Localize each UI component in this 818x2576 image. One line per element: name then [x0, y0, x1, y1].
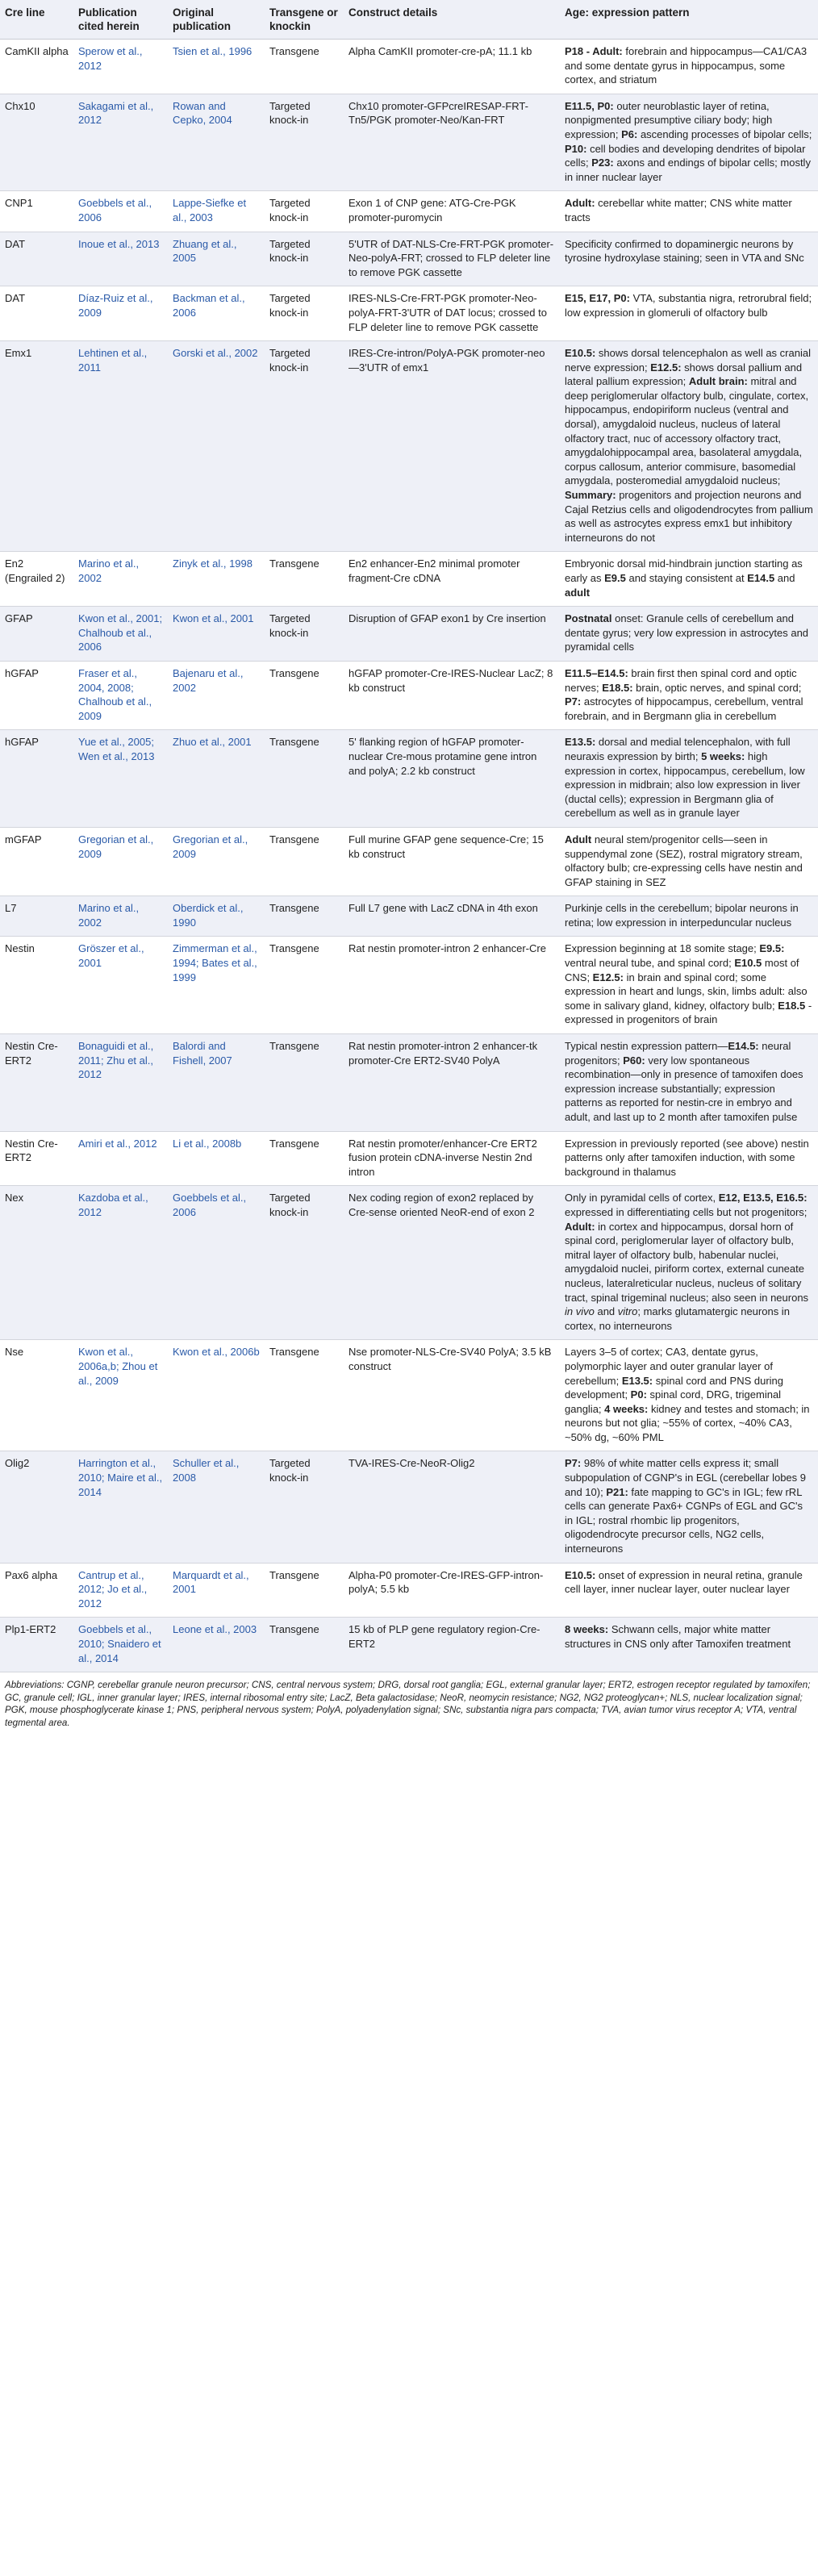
- pattern-text: high expression in cortex, hippocampus, cerebellum, low expression in midbrain; also low expression in liver (ductal cells); expression in Bergmann glia of cerebellum as well as in granule layer: [565, 749, 805, 820]
- cell-construct-details: Nse promoter-NLS-Cre-SV40 PolyA; 3.5 kB construct: [344, 1340, 560, 1451]
- cell-transgene-or-knockin: Targeted knock-in: [265, 94, 344, 191]
- cell-cre-line: GFAP: [0, 607, 73, 662]
- cell-cre-line: En2 (Engrailed 2): [0, 552, 73, 607]
- cell-original-publication: Kwon et al., 2001: [168, 607, 265, 662]
- cell-original-publication: Gorski et al., 2002: [168, 341, 265, 552]
- cell-original-publication: Zhuang et al., 2005: [168, 232, 265, 286]
- pattern-text: outer neuroblastic layer of retina, nonpigmented presumptive ciliary body; high expression;: [565, 99, 773, 140]
- pattern-text: onset of expression in neural retina, granule cell layer, inner nuclear layer, outer nuclear layer: [565, 1568, 803, 1596]
- cell-construct-details: Alpha-P0 promoter-Cre-IRES-GFP-intron-polyA; 5.5 kb: [344, 1563, 560, 1618]
- cell-publication-cited: Goebbels et al., 2006: [73, 191, 168, 232]
- cell-cre-line: Nestin Cre-ERT2: [0, 1131, 73, 1186]
- pattern-text: mitral and deep periglomerular olfactory bulb, cingulate, cortex, hippocampus, endopiriform nucleus (ventral and dorsal), amygdaloid nucleus, nucleus of lateral olfactory tract, nuc of accessory olfactory tract, amygdalohippocampal area, basolateral amygdala, corpus callosum, anterior commisure, basomedial amygdala, posteromedial amygdaloid nucleus;: [565, 375, 809, 487]
- table-row: [0, 1034, 818, 1132]
- pattern-text: most of CNS;: [565, 957, 799, 983]
- table-row: [0, 552, 818, 607]
- header-transgene-or-knockin: Transgene or knockin: [265, 0, 344, 40]
- stage-label: 5 weeks:: [701, 749, 745, 762]
- stage-label: 4 weeks:: [604, 1402, 649, 1415]
- cell-publication-cited: Kazdoba et al., 2012: [73, 1186, 168, 1340]
- cell-cre-line: CamKII alpha: [0, 40, 73, 94]
- cell-publication-cited: Cantrup et al., 2012; Jo et al., 2012: [73, 1563, 168, 1618]
- cell-cre-line: CNP1: [0, 191, 73, 232]
- cell-construct-details: Full L7 gene with LacZ cDNA in 4th exon: [344, 896, 560, 937]
- table-row: [0, 40, 818, 94]
- cell-publication-cited: Gregorian et al., 2009: [73, 827, 168, 896]
- stage-label: P7:: [565, 1457, 582, 1470]
- cell-original-publication: Balordi and Fishell, 2007: [168, 1034, 265, 1132]
- cell-expression-pattern: [560, 1034, 818, 1132]
- cell-original-publication: Gregorian et al., 2009: [168, 827, 265, 896]
- cell-original-publication: Zhuo et al., 2001: [168, 730, 265, 828]
- table-body: [0, 40, 818, 1672]
- cell-publication-cited: Díaz-Ruiz et al., 2009: [73, 286, 168, 341]
- stage-label: E12, E13.5, E16.5:: [718, 1192, 808, 1204]
- cell-publication-cited: Lehtinen et al., 2011: [73, 341, 168, 552]
- pattern-text: cell bodies and developing dendrites of bipolar cells;: [565, 142, 806, 169]
- cell-expression-pattern: [560, 94, 818, 191]
- italic-term: vitro: [617, 1305, 638, 1318]
- pattern-text: Specificity confirmed to dopaminergic neurons by tyrosine hydroxylase staining; seen in VTA and SNc: [565, 237, 804, 265]
- cell-construct-details: Rat nestin promoter/enhancer-Cre ERT2 fusion protein cDNA-inverse Nestin 2nd intron: [344, 1131, 560, 1186]
- pattern-text: spinal cord and PNS during development;: [565, 1374, 783, 1401]
- stage-label: E11.5–E14.5:: [565, 666, 628, 679]
- cell-transgene-or-knockin: Transgene: [265, 1034, 344, 1132]
- cell-publication-cited: Marino et al., 2002: [73, 896, 168, 937]
- cell-transgene-or-knockin: Transgene: [265, 1563, 344, 1618]
- cell-expression-pattern: [560, 1340, 818, 1451]
- pattern-text: Expression beginning at 18 somite stage;: [565, 942, 760, 955]
- stage-label: E14.5:: [728, 1040, 759, 1053]
- stage-label: 8 weeks:: [565, 1623, 609, 1636]
- stage-label: P0:: [630, 1388, 647, 1401]
- stage-label: P23:: [591, 157, 614, 169]
- cell-publication-cited: Inoue et al., 2013: [73, 232, 168, 286]
- pattern-text: Typical nestin expression pattern—: [565, 1040, 728, 1053]
- cell-expression-pattern: [560, 286, 818, 341]
- pattern-text: ventral neural tube, and spinal cord;: [565, 957, 735, 970]
- stage-label: E13.5:: [621, 1374, 653, 1387]
- table-row: [0, 730, 818, 828]
- cell-expression-pattern: [560, 730, 818, 828]
- pattern-text: in brain and spinal cord; some expression in heart and lungs, skin, limbs adult: also some in salivary gland, kidney, olfactory bulb;: [565, 971, 808, 1012]
- stage-label: E10.5:: [565, 347, 596, 360]
- stage-label: P21:: [606, 1485, 628, 1498]
- pattern-text: Purkinje cells in the cerebellum; bipolar neurons in retina; low expression in interpeduncular nucleus: [565, 902, 799, 929]
- stage-label: Summary:: [565, 489, 616, 502]
- cell-cre-line: Nestin: [0, 937, 73, 1034]
- pattern-text: neural stem/progenitor cells—seen in suppendymal zone (SEZ), rostral migratory stream, olfactory bulb; cre-expressing cells have nestin and GFAP staining in SEZ: [565, 833, 803, 888]
- stage-label: Adult:: [565, 197, 595, 210]
- pattern-text: forebrain and hippocampus—CA1/CA3 and some dentate gyrus in hippocampus, some cortex, and striatum: [565, 45, 808, 86]
- cell-publication-cited: Sakagami et al., 2012: [73, 94, 168, 191]
- cell-expression-pattern: [560, 607, 818, 662]
- stage-label: P60:: [623, 1054, 645, 1067]
- cell-original-publication: Kwon et al., 2006b: [168, 1340, 265, 1451]
- pattern-text: spinal cord, DRG, trigeminal ganglia;: [565, 1388, 782, 1415]
- pattern-text: onset: Granule cells of cerebellum and dentate gyrus; very low expression in astrocytes and pyramidal cells: [565, 612, 809, 653]
- stage-label: P7:: [565, 695, 582, 708]
- cell-construct-details: 15 kb of PLP gene regulatory region-Cre-ERT2: [344, 1618, 560, 1672]
- stage-label: E15, E17, P0:: [565, 292, 630, 305]
- table-row: [0, 937, 818, 1034]
- pattern-text: shows dorsal telencephalon as well as cranial nerve expression;: [565, 347, 811, 374]
- abbreviations-row: [0, 1672, 818, 1738]
- table-row: [0, 341, 818, 552]
- header-publication-cited: Publication cited herein: [73, 0, 168, 40]
- pattern-text: 98% of white matter cells express it; small subpopulation of CGNP's in EGL (cerebellar lobes 9 and 10);: [565, 1457, 806, 1498]
- cell-cre-line: Nestin Cre-ERT2: [0, 1034, 73, 1132]
- stage-label: E12.5:: [592, 971, 624, 983]
- cell-original-publication: Marquardt et al., 2001: [168, 1563, 265, 1618]
- stage-label: Adult brain:: [688, 375, 748, 388]
- stage-label: Adult:: [565, 1220, 595, 1233]
- cell-transgene-or-knockin: Transgene: [265, 1340, 344, 1451]
- header-original-publication: Original publication: [168, 0, 265, 40]
- cell-transgene-or-knockin: Targeted knock-in: [265, 1451, 344, 1563]
- pattern-text: ; marks glutamatergic neurons in cortex, no interneurons: [565, 1305, 790, 1332]
- cell-cre-line: mGFAP: [0, 827, 73, 896]
- cell-original-publication: Zinyk et al., 1998: [168, 552, 265, 607]
- header-expression-pattern: Age: expression pattern: [560, 0, 818, 40]
- pattern-text: Expression in previously reported (see above) nestin patterns only after tamoxifen induction, with some background in thalamus: [565, 1137, 809, 1178]
- stage-label: Adult: [565, 833, 592, 845]
- pattern-text: neural progenitors;: [565, 1040, 791, 1067]
- cell-transgene-or-knockin: Transgene: [265, 730, 344, 828]
- pattern-text: fate mapping to GC's in IGL; few rRL cells can generate Pax6+ CGNPs of EGL and GC's in IGL; rostral rhombic lip progenitors, oligodendrocyte precursor cells, NG2 cells, interneurons: [565, 1485, 803, 1555]
- cell-original-publication: Leone et al., 2003: [168, 1618, 265, 1672]
- stage-label: E11.5, P0:: [565, 99, 614, 112]
- cell-expression-pattern: [560, 552, 818, 607]
- cell-publication-cited: Marino et al., 2002: [73, 552, 168, 607]
- stage-label: E14.5: [747, 572, 775, 584]
- cell-transgene-or-knockin: Targeted knock-in: [265, 191, 344, 232]
- cell-publication-cited: Harrington et al., 2010; Maire et al., 2014: [73, 1451, 168, 1563]
- cell-original-publication: Lappe-Siefke et al., 2003: [168, 191, 265, 232]
- cell-original-publication: Tsien et al., 1996: [168, 40, 265, 94]
- pattern-text: shows dorsal pallium and lateral pallium expression;: [565, 361, 803, 388]
- cell-publication-cited: Sperow et al., 2012: [73, 40, 168, 94]
- cell-cre-line: Emx1: [0, 341, 73, 552]
- cell-cre-line: Olig2: [0, 1451, 73, 1563]
- cell-original-publication: Li et al., 2008b: [168, 1131, 265, 1186]
- cell-construct-details: Alpha CamKII promoter-cre-pA; 11.1 kb: [344, 40, 560, 94]
- cell-publication-cited: Gröszer et al., 2001: [73, 937, 168, 1034]
- cell-transgene-or-knockin: Targeted knock-in: [265, 607, 344, 662]
- cell-cre-line: hGFAP: [0, 661, 73, 729]
- cell-publication-cited: Yue et al., 2005; Wen et al., 2013: [73, 730, 168, 828]
- cell-publication-cited: Kwon et al., 2001; Chalhoub et al., 2006: [73, 607, 168, 662]
- table-row: [0, 1340, 818, 1451]
- pattern-text: Only in pyramidal cells of cortex,: [565, 1192, 719, 1204]
- cell-cre-line: Chx10: [0, 94, 73, 191]
- pattern-text: in cortex and hippocampus, dorsal horn of spinal cord, periglomerular layer of olfactory bulb, mitral layer of olfactory bulb, habenular nuclei, amygdaloid nuclei, piriform cortex, external cuneate nucleus, lateralreticular nucleus, nucleus of solitary tract, spinal trigeminal nucleus; also seen in neurons: [565, 1220, 809, 1304]
- cell-construct-details: 5'UTR of DAT-NLS-Cre-FRT-PGK promoter-Neo-polyA-FRT; crossed to FLP deleter line to remove PGK cassette: [344, 232, 560, 286]
- cell-construct-details: Exon 1 of CNP gene: ATG-Cre-PGK promoter-puromycin: [344, 191, 560, 232]
- cell-transgene-or-knockin: Transgene: [265, 40, 344, 94]
- pattern-text: Schwann cells, major white matter structures in CNS only after Tamoxifen treatment: [565, 1623, 791, 1650]
- header-cre-line: Cre line: [0, 0, 73, 40]
- cell-transgene-or-knockin: Targeted knock-in: [265, 1186, 344, 1340]
- cell-construct-details: hGFAP promoter-Cre-IRES-Nuclear LacZ; 8 kb construct: [344, 661, 560, 729]
- pattern-text: axons and endings of bipolar cells; mostly in inner nuclear layer: [565, 157, 811, 183]
- table-row: [0, 94, 818, 191]
- pattern-text: brain first then spinal cord and optic nerves;: [565, 666, 797, 694]
- cell-construct-details: Disruption of GFAP exon1 by Cre insertion: [344, 607, 560, 662]
- cell-publication-cited: Amiri et al., 2012: [73, 1131, 168, 1186]
- cell-expression-pattern: [560, 827, 818, 896]
- cell-construct-details: 5' flanking region of hGFAP promoter-nuclear Cre-mous protamine gene intron and polyA; 2.2 kb construct: [344, 730, 560, 828]
- cell-cre-line: L7: [0, 896, 73, 937]
- pattern-text: VTA, substantia nigra, retrorubral field; low expression in glomeruli of olfactory bulb: [565, 292, 812, 319]
- table-row: [0, 286, 818, 341]
- cell-expression-pattern: [560, 1186, 818, 1340]
- table-row: [0, 191, 818, 232]
- cell-transgene-or-knockin: Targeted knock-in: [265, 286, 344, 341]
- table-row: [0, 827, 818, 896]
- pattern-text: progenitors and projection neurons and Cajal Retzius cells and oligodendrocytes from pallium as well as astrocytes express emx1 but inhibitory interneurons do not: [565, 489, 813, 544]
- table-row: [0, 896, 818, 937]
- cell-construct-details: Full murine GFAP gene sequence-Cre; 15 kb construct: [344, 827, 560, 896]
- cell-original-publication: Rowan and Cepko, 2004: [168, 94, 265, 191]
- cell-original-publication: Goebbels et al., 2006: [168, 1186, 265, 1340]
- stage-label: E12.5:: [650, 361, 682, 374]
- table-row: [0, 1618, 818, 1672]
- table-row: [0, 607, 818, 662]
- cell-transgene-or-knockin: Transgene: [265, 661, 344, 729]
- table-row: [0, 1451, 818, 1563]
- pattern-text: very low spontaneous recombination—only in presence of tamoxifen does expression increase substantially; expression patterns as reported for nestin-cre in embryo and adult, and last up to 2 month after tamoxifen pulse: [565, 1054, 803, 1123]
- cell-expression-pattern: [560, 1618, 818, 1672]
- cell-transgene-or-knockin: Targeted knock-in: [265, 341, 344, 552]
- cell-transgene-or-knockin: Transgene: [265, 937, 344, 1034]
- cell-publication-cited: Fraser et al., 2004, 2008; Chalhoub et al., 2009: [73, 661, 168, 729]
- pattern-text: and staying consistent at: [625, 572, 748, 584]
- cell-transgene-or-knockin: Transgene: [265, 827, 344, 896]
- stage-label: adult: [565, 586, 591, 599]
- stage-label: E18.5: [778, 999, 806, 1012]
- stage-label: E10.5: [734, 957, 762, 970]
- table-row: [0, 1131, 818, 1186]
- pattern-text: dorsal and medial telencephalon, with full neuraxis expression by birth;: [565, 736, 791, 762]
- cell-expression-pattern: [560, 40, 818, 94]
- pattern-text: ascending processes of bipolar cells;: [637, 127, 812, 140]
- pattern-text: and: [594, 1305, 618, 1318]
- cell-cre-line: Nex: [0, 1186, 73, 1340]
- cell-construct-details: IRES-Cre-intron/PolyA-PGK promoter-neo—3'UTR of emx1: [344, 341, 560, 552]
- cell-cre-line: Pax6 alpha: [0, 1563, 73, 1618]
- cell-publication-cited: Goebbels et al., 2010; Snaidero et al., 2014: [73, 1618, 168, 1672]
- cell-transgene-or-knockin: Transgene: [265, 896, 344, 937]
- cell-construct-details: Chx10 promoter-GFPcreIRESAP-FRT-Tn5/PGK promoter-Neo/Kan-FRT: [344, 94, 560, 191]
- cell-cre-line: hGFAP: [0, 730, 73, 828]
- cell-construct-details: IRES-NLS-Cre-FRT-PGK promoter-Neo-polyA-FRT-3'UTR of DAT locus; crossed to FLP deleter line to remove PGK cassette: [344, 286, 560, 341]
- pattern-text: brain, optic nerves, and spinal cord;: [632, 681, 802, 694]
- pattern-text: - expressed in progenitors of brain: [565, 999, 812, 1026]
- cell-expression-pattern: [560, 896, 818, 937]
- pattern-text: astrocytes of hippocampus, cerebellum, ventral forebrain, and in Bergmann glia in cerebellum: [565, 695, 803, 722]
- stage-label: E9.5: [604, 572, 626, 584]
- cell-transgene-or-knockin: Targeted knock-in: [265, 232, 344, 286]
- stage-label: P6:: [621, 127, 638, 140]
- cell-expression-pattern: [560, 341, 818, 552]
- cell-construct-details: En2 enhancer-En2 minimal promoter fragment-Cre cDNA: [344, 552, 560, 607]
- italic-term: in vivo: [565, 1305, 595, 1318]
- cell-publication-cited: Kwon et al., 2006a,b; Zhou et al., 2009: [73, 1340, 168, 1451]
- cell-cre-line: DAT: [0, 286, 73, 341]
- stage-label: P10:: [565, 142, 587, 155]
- table-header-row: [0, 0, 818, 40]
- cell-construct-details: Rat nestin promoter-intron 2 enhancer-Cre: [344, 937, 560, 1034]
- cell-expression-pattern: [560, 191, 818, 232]
- cell-publication-cited: Bonaguidi et al., 2011; Zhu et al., 2012: [73, 1034, 168, 1132]
- header-construct-details: Construct details: [344, 0, 560, 40]
- cell-original-publication: Backman et al., 2006: [168, 286, 265, 341]
- pattern-text: expressed in differentiating cells but not progenitors;: [565, 1205, 808, 1218]
- table-row: [0, 1186, 818, 1340]
- stage-label: P18 - Adult:: [565, 45, 623, 57]
- cell-cre-line: DAT: [0, 232, 73, 286]
- pattern-text: and: [774, 572, 795, 584]
- cell-expression-pattern: [560, 661, 818, 729]
- stage-label: E18.5:: [602, 681, 633, 694]
- cell-original-publication: Zimmerman et al., 1994; Bates et al., 1999: [168, 937, 265, 1034]
- cell-construct-details: TVA-IRES-Cre-NeoR-Olig2: [344, 1451, 560, 1563]
- pattern-text: cerebellar white matter; CNS white matter tracts: [565, 197, 792, 223]
- pattern-text: kidney and testes and stomach; in neurons but not glia; ~55% of cortex, ~40% CA3, ~50% dg, ~60% PML: [565, 1402, 810, 1443]
- cell-transgene-or-knockin: Transgene: [265, 1131, 344, 1186]
- table-row: [0, 661, 818, 729]
- cell-original-publication: Bajenaru et al., 2002: [168, 661, 265, 729]
- cell-transgene-or-knockin: Transgene: [265, 1618, 344, 1672]
- cell-original-publication: Schuller et al., 2008: [168, 1451, 265, 1563]
- cell-expression-pattern: [560, 232, 818, 286]
- cell-original-publication: Oberdick et al., 1990: [168, 896, 265, 937]
- stage-label: Postnatal: [565, 612, 612, 625]
- pattern-text: Embryonic dorsal mid-hindbrain junction starting as early as: [565, 557, 803, 584]
- cell-cre-line: Plp1-ERT2: [0, 1618, 73, 1672]
- stage-label: E13.5:: [565, 736, 596, 749]
- cell-expression-pattern: [560, 1451, 818, 1563]
- cell-construct-details: Nex coding region of exon2 replaced by Cre-sense oriented NeoR-end of exon 2: [344, 1186, 560, 1340]
- stage-label: E9.5:: [759, 942, 785, 955]
- table-row: [0, 1563, 818, 1618]
- cell-transgene-or-knockin: Transgene: [265, 552, 344, 607]
- cell-expression-pattern: [560, 1563, 818, 1618]
- cell-cre-line: Nse: [0, 1340, 73, 1451]
- table-row: [0, 232, 818, 286]
- cell-expression-pattern: [560, 1131, 818, 1186]
- abbreviations-note: Abbreviations: CGNP, cerebellar granule neuron precursor; CNS, central nervous system; DRG, dorsal root ganglia; EGL, external granular layer; ERT2, estrogen receptor regulated by tamoxifen; GC, granule cell; IGL, inner granular layer; IRES, internal ribosomal entry site; LacZ, Beta galactosidase; NeoR, neomycin resistance; NG2, NG2 proteoglycan+; NLS, nuclear localization signal; PGK, mouse phosphoglycerate kinase 1; PNS, peripheral nervous system; PolyA, polyadenylation signal; SNc, substantia nigra pars compacta; TVA, avian tumor virus receptor A; VTA, ventral tegmental area.: [5, 1680, 811, 1728]
- cell-expression-pattern: [560, 937, 818, 1034]
- stage-label: E10.5:: [565, 1568, 596, 1581]
- pattern-text: Layers 3–5 of cortex; CA3, dentate gyrus, polymorphic layer and outer granular layer of cerebellum;: [565, 1346, 773, 1387]
- cell-construct-details: Rat nestin promoter-intron 2 enhancer-tk promoter-Cre ERT2-SV40 PolyA: [344, 1034, 560, 1132]
